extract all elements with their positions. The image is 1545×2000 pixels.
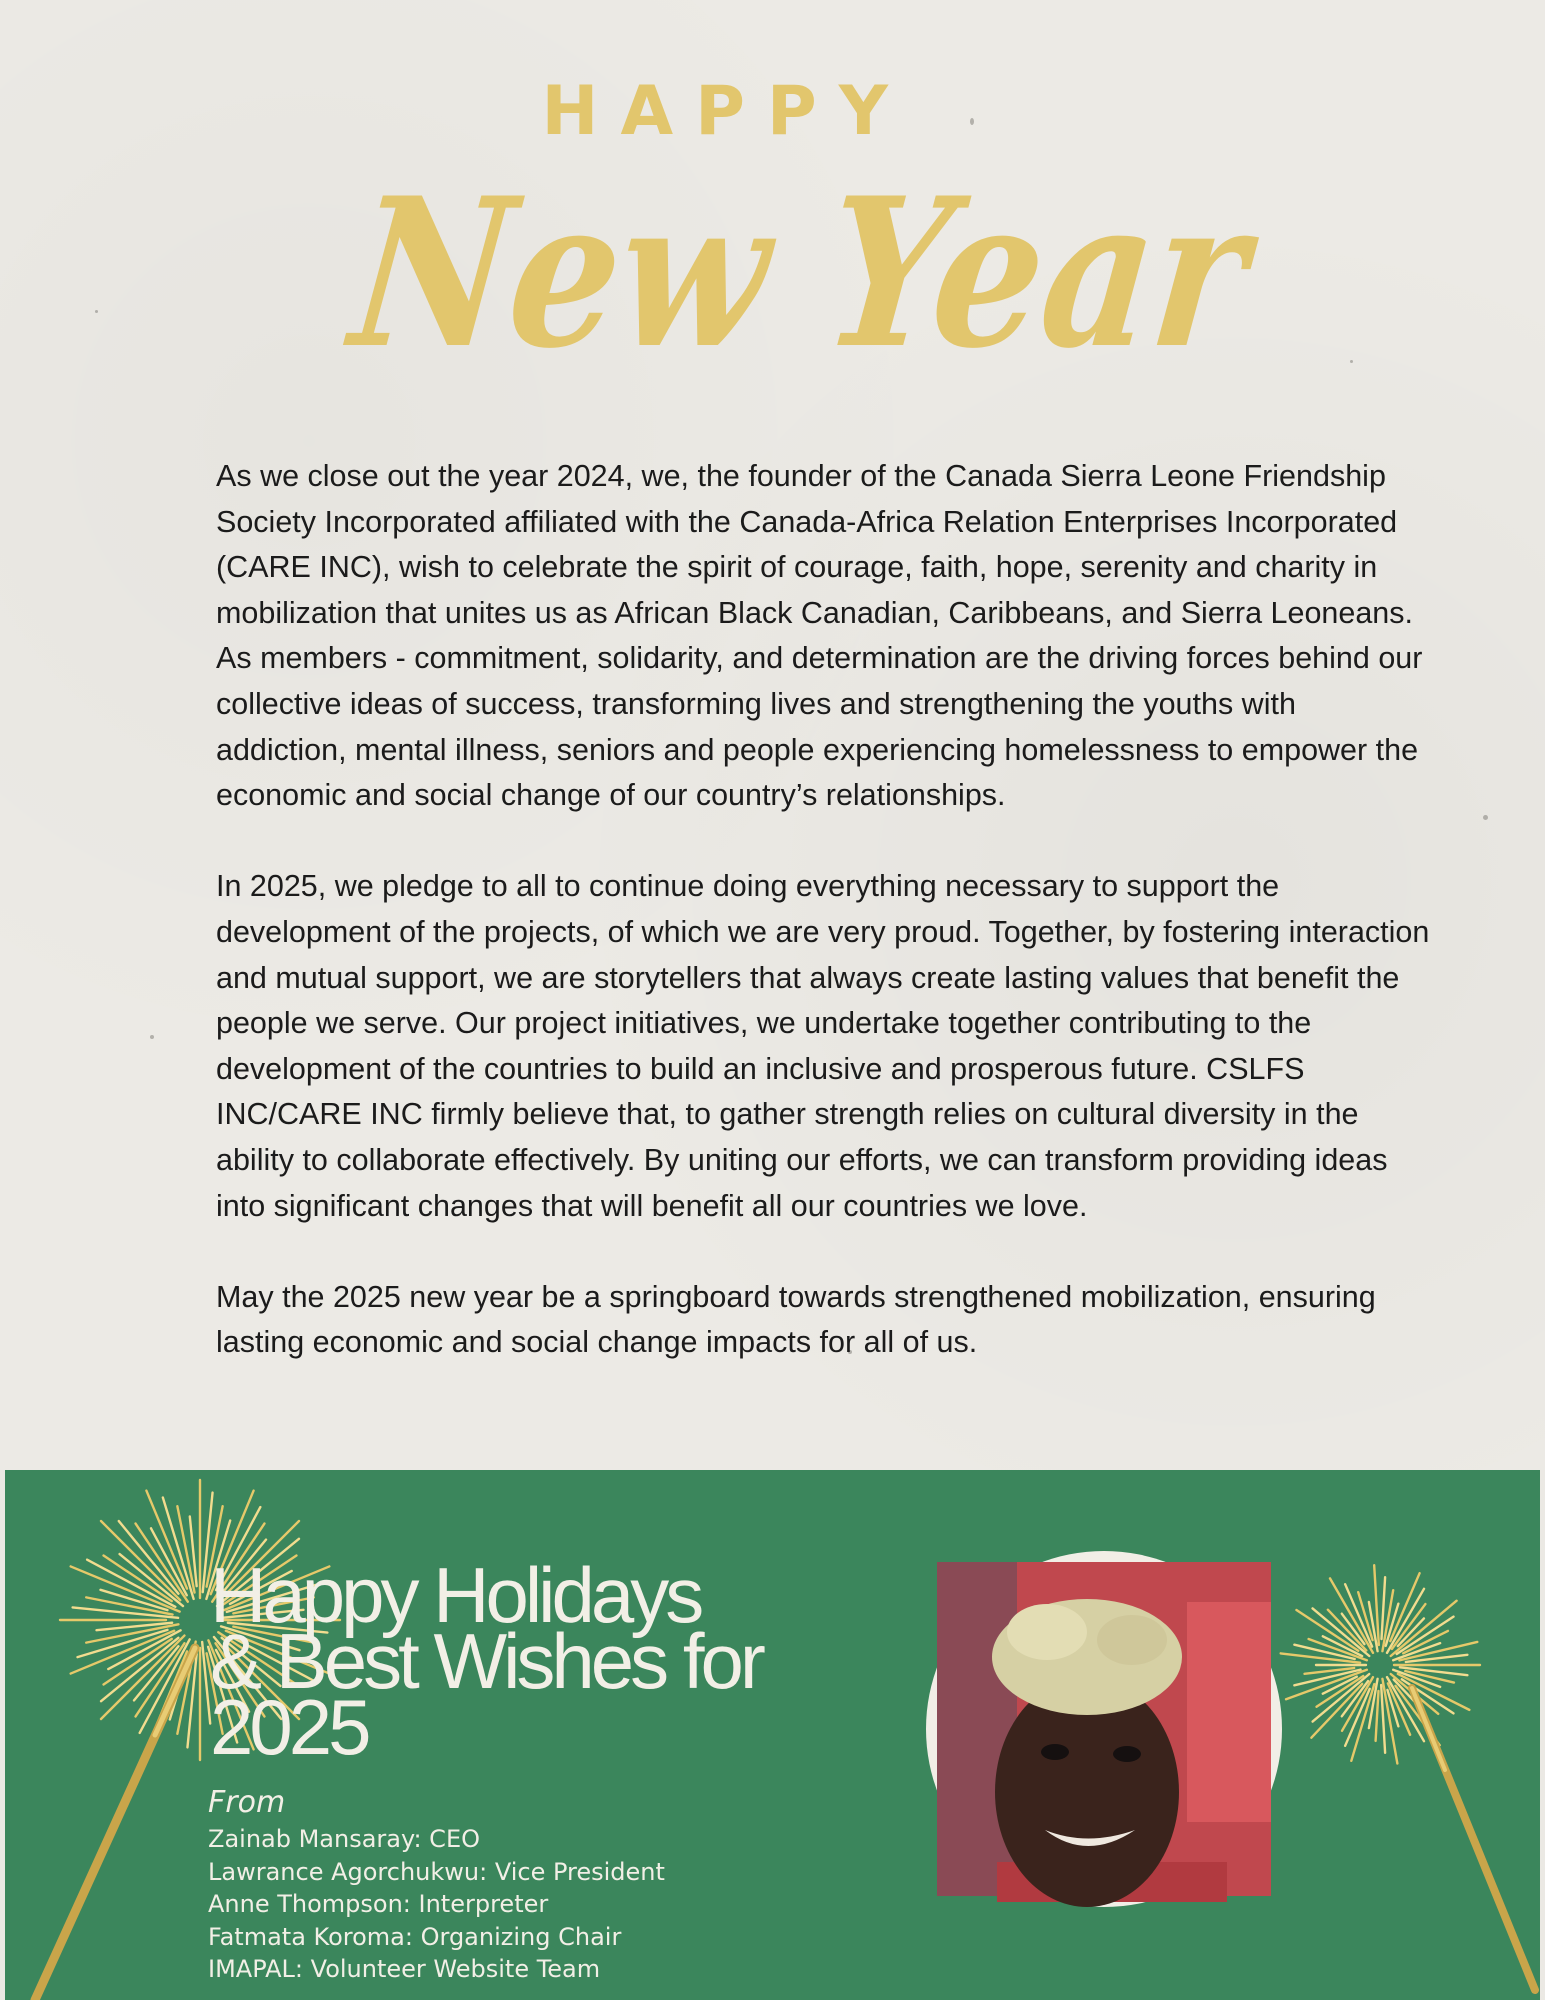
paper-speck: [1350, 360, 1353, 363]
happy-heading: HAPPY: [541, 72, 910, 151]
letter-paragraph-2: In 2025, we pledge to all to continue doing everything necessary to support the development of the projects, of which we are very proud. Together, by fostering interaction and mutual support, we are storytellers that always create lasting values that benefit the people we serve. Our project initiatives, we undertake together contributing to the development of the countries to build an inclusive and prosperous future. CSLFS INC/CARE INC firmly believe that, to gather strength relies on cultural diversity in the ability to collaborate effectively. By uniting our efforts, we can transform providing ideas into significant changes that will benefit all our countries we love.: [216, 869, 1430, 1223]
from-label: From: [208, 1785, 286, 1820]
new-year-title: [342, 130, 1433, 450]
team-list: [208, 1823, 665, 1986]
portrait-frame: [926, 1551, 1282, 1907]
letter-paragraph-1: As we close out the year 2024, we, the founder of the Canada Sierra Leone Friendship Society Incorporated affiliated with the Canada-Africa Relation Enterprises Incorporated (CARE INC), wish to celebrate the spirit of courage, faith, hope, serenity and charity in mobilization that unites us as African Black Canadian, Caribbeans, and Sierra Leoneans. As members - commitment, solidarity, and determination are the driving forces behind our collective ideas of success, transforming lives and strengthening the youths with addiction, mental illness, seniors and people experiencing homelessness to empower the economic and social change of our country’s relationships.: [216, 459, 1423, 813]
sparkler-right-icon: [1400, 1680, 1540, 2000]
team-member: Zainab Mansaray: CEO: [208, 1825, 480, 1853]
paper-speck: [95, 310, 98, 313]
paper-speck: [1483, 815, 1488, 820]
svg-text:New Year: New Year: [342, 153, 1433, 394]
portrait-photo: [937, 1562, 1271, 1896]
greeting-heading: [210, 1551, 830, 1771]
paper-speck: [150, 1035, 154, 1039]
greeting-line-2: & Best Wishes for: [210, 1617, 762, 1705]
team-member: Lawrance Agorchukwu: Vice President: [208, 1857, 665, 1886]
team-member: IMAPAL: Volunteer Website Team: [208, 1955, 601, 1983]
team-member: Anne Thompson: Interpreter: [208, 1890, 549, 1918]
greeting-line-1: Happy Holidays: [210, 1551, 701, 1639]
letter-body: [216, 454, 1431, 1411]
greeting-line-3: 2025: [210, 1683, 368, 1771]
holiday-banner: [5, 1470, 1540, 2000]
letter-paragraph-3: May the 2025 new year be a springboard towards strengthened mobilization, ensuring lasting economic and social change impacts for all of us.: [216, 1279, 1376, 1360]
sparkler-left-icon: [5, 1640, 215, 2000]
team-member: Fatmata Koroma: Organizing Chair: [208, 1922, 622, 1951]
